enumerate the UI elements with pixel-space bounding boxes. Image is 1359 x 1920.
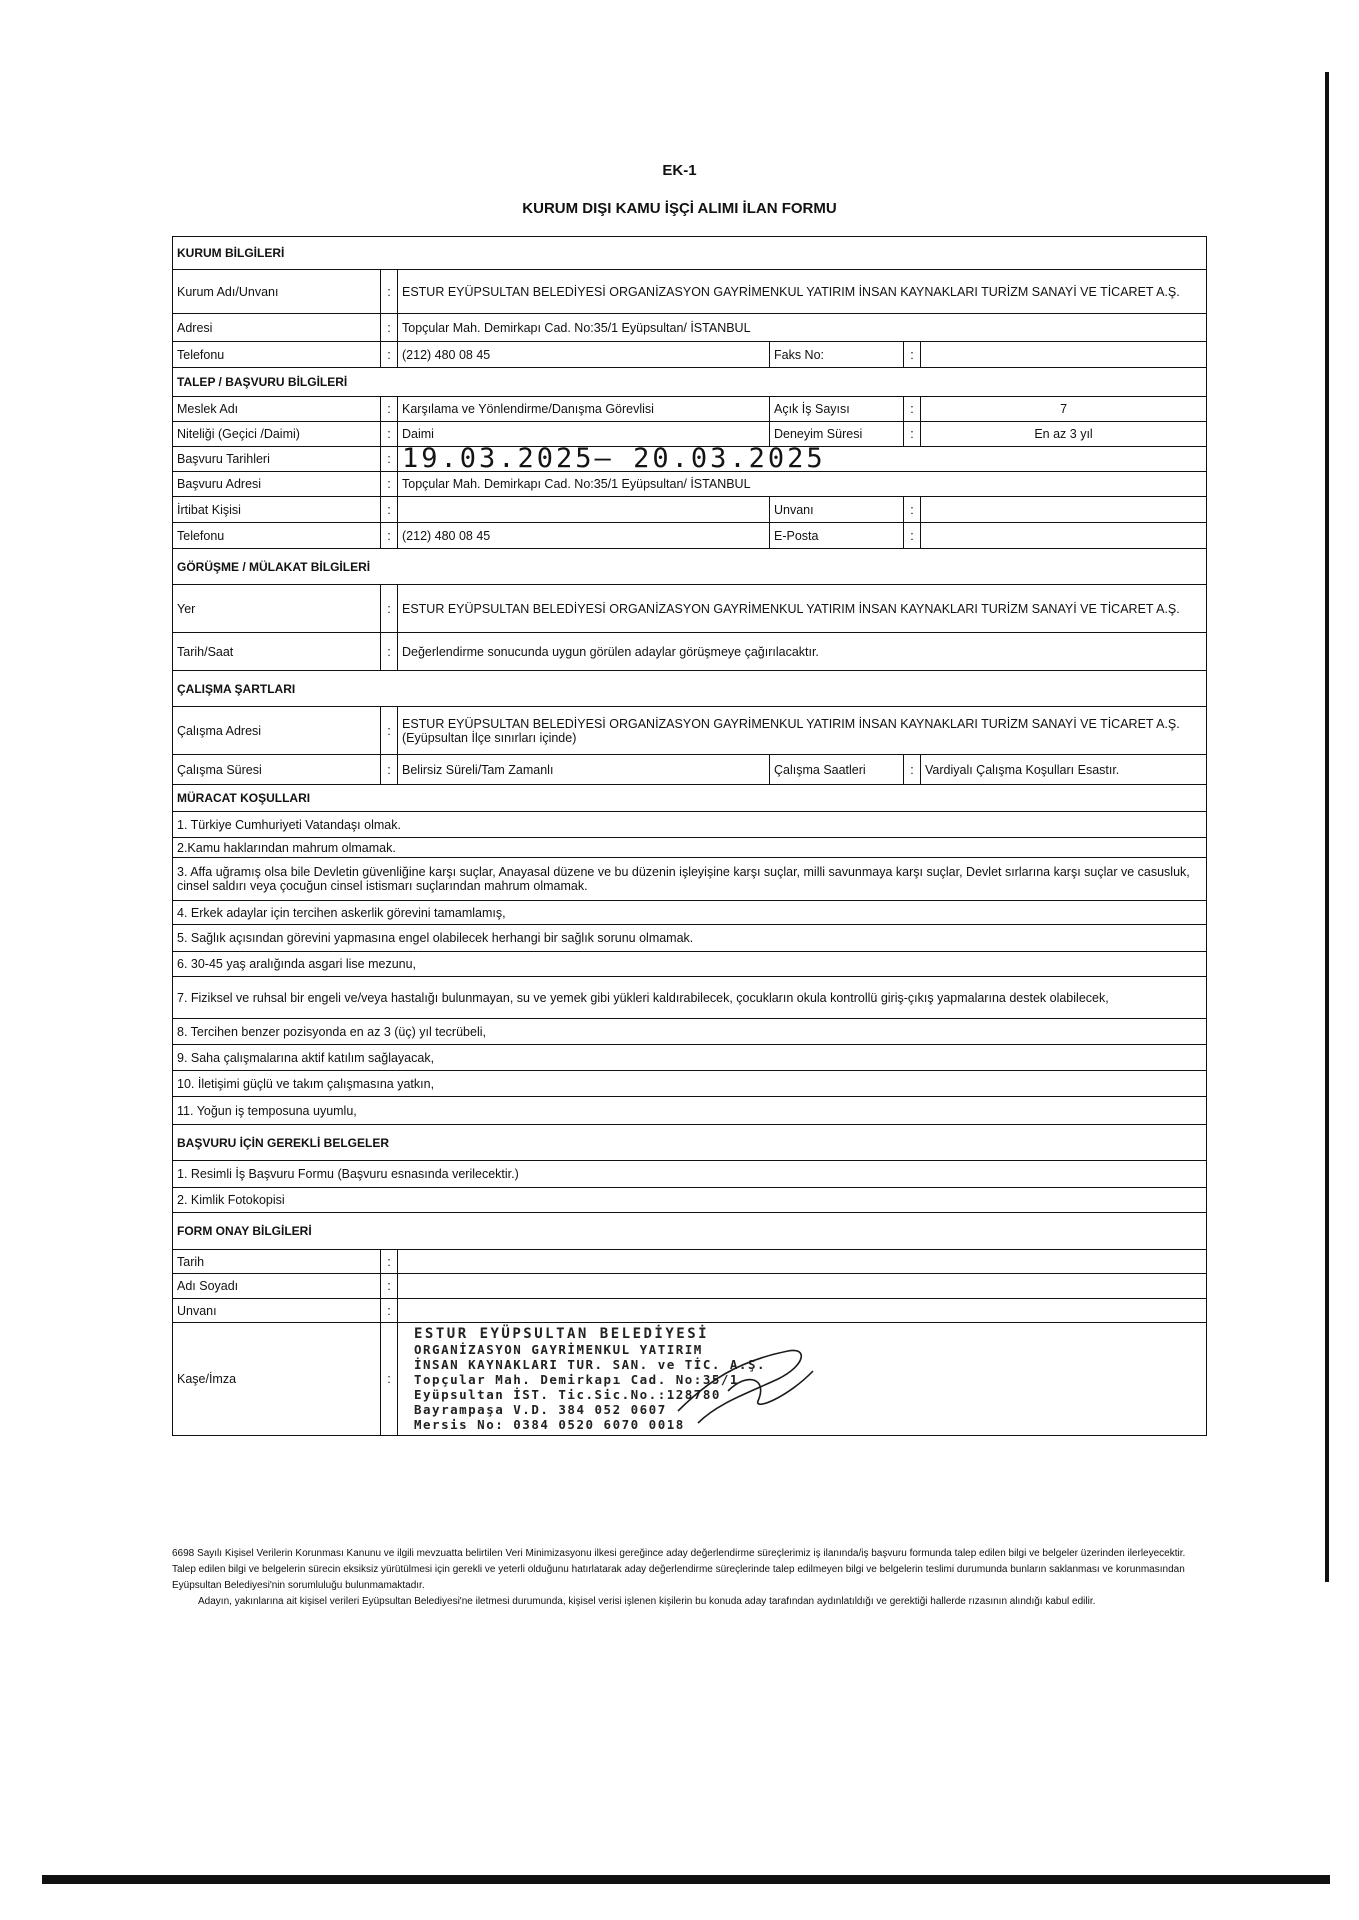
- calisma-sure-label: Çalışma Süresi: [173, 755, 381, 785]
- meslek-label: Meslek Adı: [173, 397, 381, 422]
- colon: :: [381, 1274, 398, 1299]
- stamp-line: Eyüpsultan İST. Tic.Sic.No.:128780: [414, 1386, 721, 1402]
- kurum-telefon-value: (212) 480 08 45: [398, 342, 770, 368]
- colon: :: [381, 397, 398, 422]
- colon: :: [381, 755, 398, 785]
- kvkk-notice: [172, 1546, 1206, 1610]
- colon: :: [381, 1323, 398, 1436]
- belge-item: 1. Resimli İş Başvuru Formu (Başvuru esnasında verilecektir.): [173, 1161, 1207, 1188]
- section-muracat: MÜRACAT KOŞULLARI: [173, 785, 1207, 812]
- section-belgeler: BAŞVURU İÇİN GEREKLİ BELGELER: [173, 1125, 1207, 1161]
- section-kurum: KURUM BİLGİLERİ: [173, 237, 1207, 270]
- gorusme-yer-value: ESTUR EYÜPSULTAN BELEDİYESİ ORGANİZASYON GAYRİMENKUL YATIRIM İNSAN KAYNAKLARI TURİZM SANAYİ VE TİCARET A.Ş.: [398, 585, 1207, 633]
- gorusme-yer-label: Yer: [173, 585, 381, 633]
- onay-unvan-label: Unvanı: [173, 1299, 381, 1323]
- kase-label: Kaşe/İmza: [173, 1323, 381, 1436]
- section-gorusme: GÖRÜŞME / MÜLAKAT BİLGİLERİ: [173, 549, 1207, 585]
- stamp-signature-cell: [398, 1323, 1207, 1436]
- onay-adi-label: Adı Soyadı: [173, 1274, 381, 1299]
- colon: :: [381, 523, 398, 549]
- onay-adi-value: [398, 1274, 1207, 1299]
- colon: :: [381, 1299, 398, 1323]
- gorusme-tarih-label: Tarih/Saat: [173, 633, 381, 671]
- kvkk-paragraph-2: Adayın, yakınlarına ait kişisel verileri Eyüpsultan Belediyesi'ne iletmesi durumunda, kişisel verisi işlenen kişilerin bu konuda aday tarafından aydınlatıldığı ve gerektiği hallerde rızasının alındığı kabul edilir.: [198, 1596, 1096, 1607]
- muracat-item: 11. Yoğun iş temposuna uyumlu,: [173, 1097, 1207, 1125]
- colon: :: [381, 342, 398, 368]
- eposta-label: E-Posta: [770, 523, 904, 549]
- talep-telefon-label: Telefonu: [173, 523, 381, 549]
- kurum-adi-label: Kurum Adı/Unvanı: [173, 270, 381, 314]
- scan-border-bottom: [42, 1875, 1330, 1884]
- colon: :: [381, 585, 398, 633]
- colon: :: [381, 633, 398, 671]
- colon: :: [904, 755, 921, 785]
- annex-code: EK-1: [662, 162, 697, 179]
- calisma-saat-value: Vardiyalı Çalışma Koşulları Esastır.: [921, 755, 1207, 785]
- calisma-adres-label: Çalışma Adresi: [173, 707, 381, 755]
- muracat-item: 6. 30-45 yaş aralığında asgari lise mezunu,: [173, 952, 1207, 977]
- colon: :: [381, 707, 398, 755]
- colon: :: [904, 497, 921, 523]
- colon: :: [381, 447, 398, 472]
- kurum-adi-value: ESTUR EYÜPSULTAN BELEDİYESİ ORGANİZASYON GAYRİMENKUL YATIRIM İNSAN KAYNAKLARI TURİZM SANAYİ VE TİCARET A.Ş.: [398, 270, 1207, 314]
- kurum-telefon-label: Telefonu: [173, 342, 381, 368]
- calisma-saat-label: Çalışma Saatleri: [770, 755, 904, 785]
- eposta-value: [921, 523, 1207, 549]
- deneyim-value: En az 3 yıl: [921, 422, 1207, 447]
- colon: :: [904, 422, 921, 447]
- muracat-item: 1. Türkiye Cumhuriyeti Vatandaşı olmak.: [173, 812, 1207, 838]
- muracat-item: 10. İletişimi güçlü ve takım çalışmasına yatkın,: [173, 1071, 1207, 1097]
- announcement-form: [172, 236, 1207, 1436]
- kvkk-paragraph-1: 6698 Sayılı Kişisel Verilerin Korunması Kanunu ve ilgili mevzuatta belirtilen Veri Minimizasyonu ilkesi gereğince aday değerlendirme süreçlerimiz iş ilanında/iş başvuru formunda talep edilen bilgi ve belgeler üzerinden ilerleyecektir. Talep edilen bilgi ve belgelerin sürecin eksiksiz yürütülmesi için gerekli ve yeterli olduğunu hatırlatarak aday değerlendirme süreçlerinde talep edilmeyen bilgi ve belgelerin teslimi durumunda bunların saklanması ve korunmasından Eyüpsultan Belediyesi'nin sorumluluğu bulunmamaktadır.: [172, 1548, 1186, 1591]
- form-title: KURUM DIŞI KAMU İŞÇİ ALIMI İLAN FORMU: [522, 200, 837, 217]
- basvuru-adresi-value: Topçular Mah. Demirkapı Cad. No:35/1 Eyüpsultan/ İSTANBUL: [398, 472, 1207, 497]
- deneyim-label: Deneyim Süresi: [770, 422, 904, 447]
- signature-icon: [668, 1331, 818, 1431]
- colon: :: [904, 523, 921, 549]
- muracat-item: 3. Affa uğramış olsa bile Devletin güvenliğine karşı suçlar, Anayasal düzene ve bu düzenin işleyişine karşı suçlar, milli savunmaya karşı suçlar, Devlet sırlarına karşı suçlar ve casusluk, cinsel saldırı veya çocuğun cinsel istismarı suçlarından mahrum olmamak.: [173, 858, 1207, 901]
- colon: :: [904, 397, 921, 422]
- onay-unvan-value: [398, 1299, 1207, 1323]
- unvan-label: Unvanı: [770, 497, 904, 523]
- section-calisma: ÇALIŞMA ŞARTLARI: [173, 671, 1207, 707]
- belge-item: 2. Kimlik Fotokopisi: [173, 1188, 1207, 1213]
- muracat-item: 8. Tercihen benzer pozisyonda en az 3 (üç) yıl tecrübeli,: [173, 1019, 1207, 1045]
- colon: :: [381, 1250, 398, 1274]
- nitelik-value: Daimi: [398, 422, 770, 447]
- calisma-adres-value: ESTUR EYÜPSULTAN BELEDİYESİ ORGANİZASYON GAYRİMENKUL YATIRIM İNSAN KAYNAKLARI TURİZM SANAYİ VE TİCARET A.Ş. (Eyüpsultan İlçe sınırları içinde): [398, 707, 1207, 755]
- section-onay: FORM ONAY BİLGİLERİ: [173, 1213, 1207, 1250]
- meslek-value: Karşılama ve Yönlendirme/Danışma Görevlisi: [398, 397, 770, 422]
- kurum-adres-label: Adresi: [173, 314, 381, 342]
- kurum-adres-value: Topçular Mah. Demirkapı Cad. No:35/1 Eyüpsultan/ İSTANBUL: [398, 314, 1207, 342]
- acik-is-label: Açık İş Sayısı: [770, 397, 904, 422]
- colon: :: [904, 342, 921, 368]
- onay-tarih-label: Tarih: [173, 1250, 381, 1274]
- basvuru-tarih-label: Başvuru Tarihleri: [173, 447, 381, 472]
- colon: :: [381, 472, 398, 497]
- acik-is-value: 7: [921, 397, 1207, 422]
- irtibat-value: [398, 497, 770, 523]
- irtibat-label: İrtibat Kişisi: [173, 497, 381, 523]
- basvuru-adresi-label: Başvuru Adresi: [173, 472, 381, 497]
- muracat-item: 2.Kamu haklarından mahrum olmamak.: [173, 838, 1207, 858]
- talep-telefon-value: (212) 480 08 45: [398, 523, 770, 549]
- stamp-line: Bayrampaşa V.D. 384 052 0607: [414, 1401, 667, 1417]
- onay-tarih-value: [398, 1250, 1207, 1274]
- colon: :: [381, 497, 398, 523]
- muracat-item: 4. Erkek adaylar için tercihen askerlik görevini tamamlamış,: [173, 901, 1207, 925]
- muracat-item: 9. Saha çalışmalarına aktif katılım sağlayacak,: [173, 1045, 1207, 1071]
- kurum-faks-value: [921, 342, 1207, 368]
- colon: :: [381, 270, 398, 314]
- gorusme-tarih-value: Değerlendirme sonucunda uygun görülen adaylar görüşmeye çağırılacaktır.: [398, 633, 1207, 671]
- stamp-line: Mersis No: 0384 0520 6070 0018: [414, 1416, 685, 1432]
- section-talep: TALEP / BAŞVURU BİLGİLERİ: [173, 368, 1207, 397]
- muracat-item: 7. Fiziksel ve ruhsal bir engeli ve/veya hastalığı bulunmayan, su ve yemek gibi yükleri kaldırabilecek, çocukların okula kontrollü giriş-çıkış yapmalarına destek olabilecek,: [173, 977, 1207, 1019]
- stamp-line: ESTUR EYÜPSULTAN BELEDİYESİ: [414, 1325, 710, 1342]
- scan-border-right: [1325, 72, 1329, 1582]
- kurum-faks-label: Faks No:: [770, 342, 904, 368]
- muracat-item: 5. Sağlık açısından görevini yapmasına engel olabilecek herhangi bir sağlık sorunu olmamak.: [173, 925, 1207, 952]
- nitelik-label: Niteliği (Geçici /Daimi): [173, 422, 381, 447]
- colon: :: [381, 314, 398, 342]
- stamp-line: İNSAN KAYNAKLARI TUR. SAN. ve TİC. A.Ş.: [414, 1356, 766, 1372]
- unvan-value: [921, 497, 1207, 523]
- stamp-line: Topçular Mah. Demirkapı Cad. No:35/1: [414, 1371, 739, 1387]
- basvuru-tarih-handwritten: 19.03.2025– 20.03.2025: [398, 447, 1207, 472]
- stamp-line: ORGANİZASYON GAYRİMENKUL YATIRIM: [414, 1341, 703, 1357]
- colon: :: [381, 422, 398, 447]
- calisma-sure-value: Belirsiz Süreli/Tam Zamanlı: [398, 755, 770, 785]
